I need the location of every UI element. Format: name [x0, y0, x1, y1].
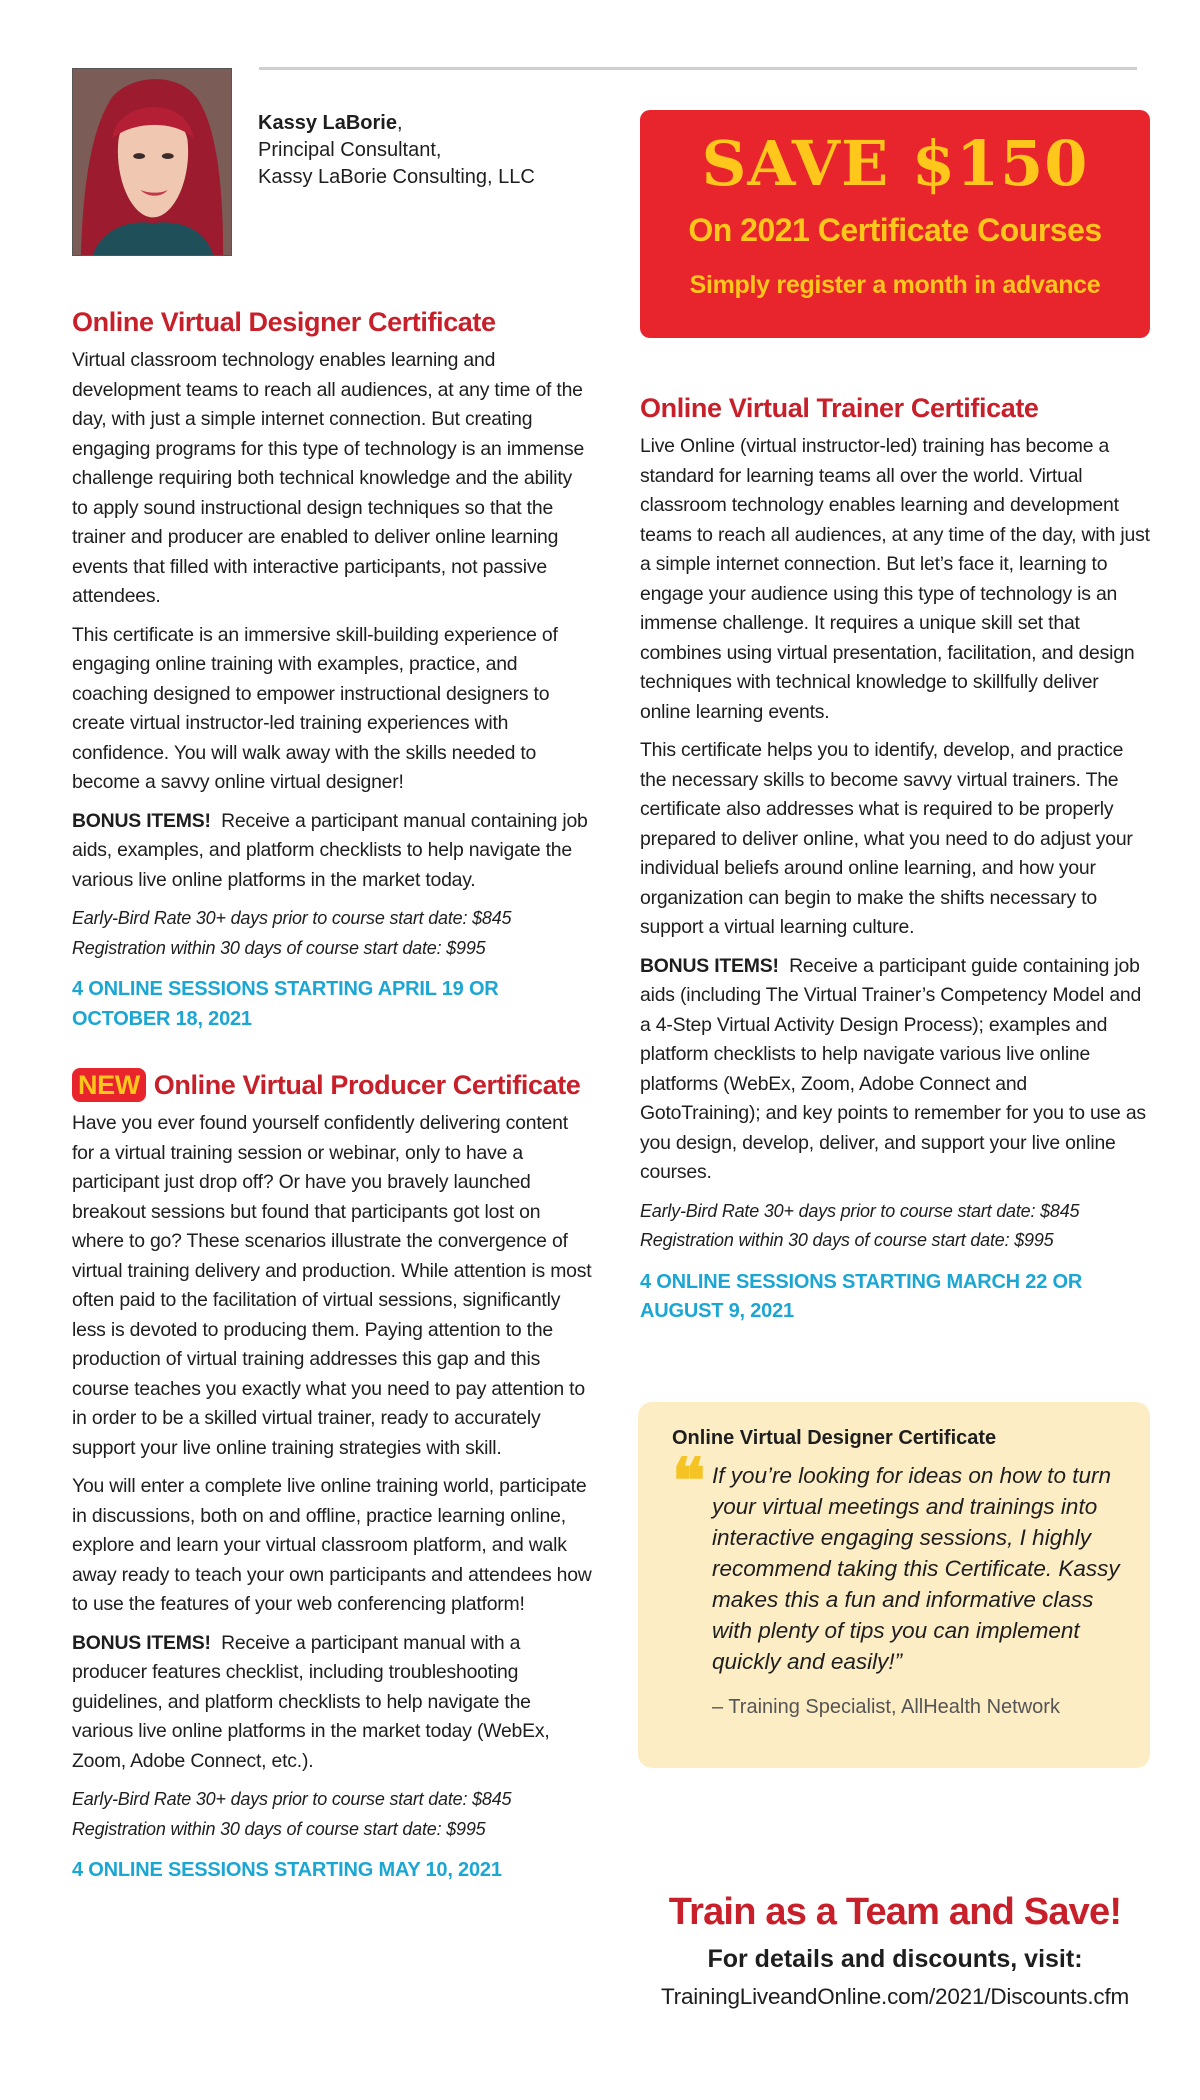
testimonial-quote-block — [672, 1444, 1120, 1721]
right-column — [640, 110, 1150, 1327]
save-subhead: On 2021 Certificate Courses — [688, 212, 1102, 248]
bonus-label: BONUS ITEMS! — [640, 954, 779, 977]
trainer-title: Online Virtual Trainer Certificate — [640, 393, 1039, 423]
save-headline: SAVE $150 — [701, 127, 1089, 200]
instructor-name: Kassy LaBorie — [258, 112, 397, 134]
instructor-role: Principal Consultant, — [258, 139, 442, 161]
instructor-company: Kassy LaBorie Consulting, LLC — [258, 166, 535, 188]
designer-early-bird-rate: Early-Bird Rate 30+ days prior to course start date: $845 — [72, 908, 512, 928]
team-headline: Train as a Team and Save! — [668, 1891, 1122, 1933]
bonus-text: Receive a participant manual containing job aids, examples, and platform checklists to help navigate the various live online platforms in the market today. — [72, 809, 588, 891]
new-badge: NEW — [72, 1068, 146, 1102]
producer-bonus — [72, 1629, 592, 1777]
bonus-text: Receive a participant guide containing job aids (including The Virtual Trainer’s Competency Model and a 4-Step Virtual Activity Design Process); examples and platform checklists to help navigate various live online platforms (WebEx, Zoom, Adobe Connect and GotoTraining); and key points to remember for you to use as you design, develop, deliver, and support your live online courses. — [640, 954, 1146, 1183]
producer-certificate-section — [72, 1067, 592, 1886]
producer-title-text: Online Virtual Producer Certificate — [153, 1070, 581, 1100]
bonus-label: BONUS ITEMS! — [72, 809, 211, 832]
producer-paragraph-1: Have you ever found yourself confidently delivering content for a virtual training session or webinar, only to have a participant just drop off? Or have you bravely launched breakout sessions but found that participants got lost on where to go? These scenarios illustrate the convergence of virtual training delivery and production. While attention is most often paid to the facilitation of virtual sessions, significantly less is devoted to producing them. Paying attention to the production of virtual training addresses this gap and this course teaches you exactly what you need to pay attention to in order to be a skilled virtual trainer, ready to accurately support your live online training strategies with skill. — [72, 1112, 592, 1459]
designer-paragraph-1: Virtual classroom technology enables learning and development teams to reach all audiences, at any time of the day, with just a simple internet connection. But creating engaging programs for this type of technology is an immense challenge requiring both technical knowledge and the ability to apply sound instructional design techniques so that the trainer and producer are enabled to deliver online learning events that filled with interactive participants, not passive attendees. — [72, 349, 585, 607]
producer-registration-rate: Registration within 30 days of course start date: $995 — [72, 1818, 486, 1839]
designer-registration-rate: Registration within 30 days of course start date: $995 — [72, 937, 486, 958]
save-promo-banner — [640, 110, 1150, 338]
designer-title: Online Virtual Designer Certificate — [72, 307, 496, 337]
trainer-bonus — [640, 952, 1150, 1188]
trainer-registration-rate: Registration within 30 days of course start date: $995 — [640, 1230, 1054, 1250]
designer-certificate-section — [72, 304, 592, 1034]
trainer-paragraph-2: This certificate helps you to identify, develop, and practice the necessary skills to become savvy virtual trainers. The certificate also addresses what is required to be properly prepared to deliver online, what you need to do adjust your individual beliefs around online learning, and how your organization can begin to make the shifts necessary to support a virtual learning culture. — [640, 739, 1133, 938]
trainer-early-bird-rate: Early-Bird Rate 30+ days prior to course start date: $845 — [640, 1200, 1080, 1221]
testimonial-title: Online Virtual Designer Certificate — [672, 1427, 997, 1449]
designer-paragraph-2: This certificate is an immersive skill-building experience of engaging online training with examples, practice, and coaching designed to empower instructional designers to create virtual instructor-led training experiences with confidence. You will walk away with the skills needed to become a savvy online virtual designer! — [72, 623, 558, 793]
bonus-label: BONUS ITEMS! — [72, 1631, 211, 1654]
producer-sessions: 4 ONLINE SESSIONS STARTING MAY 10, 2021 — [72, 1859, 502, 1881]
team-subhead: For details and discounts, visit: — [707, 1945, 1083, 1973]
producer-early-bird-rate: Early-Bird Rate 30+ days prior to course start date: $845 — [72, 1789, 512, 1809]
bonus-text: Receive a participant manual with a producer features checklist, including troubleshooting guidelines, and platform checklists to help navigate the various live online platforms in the market today (WebEx, Zoom, Adobe Connect, etc.). — [72, 1631, 550, 1772]
trainer-paragraph-1: Live Online (virtual instructor-led) training has become a standard for learning teams all over the world. Virtual classroom technology enables learning and development teams to reach all audiences, at any time of the day, with just a simple internet connection. But let’s face it, learning to engage your audience using this type of technology is an immense challenge. It requires a unique skill set that combines using virtual presentation, facilitation, and design techniques with technical knowledge to skillfully deliver online learning events. — [640, 435, 1150, 723]
discount-url-link[interactable]: TrainingLiveandOnline.com/2021/Discounts.cfm — [660, 1984, 1130, 2009]
designer-bonus — [72, 807, 592, 896]
save-note: Simply register a month in advance — [689, 271, 1101, 299]
bio-text: Kassy LaBorie, Principal Consultant, Kassy LaBorie Consulting, LLC — [258, 112, 535, 188]
quote-mark-icon: ❝ — [672, 1444, 706, 1517]
producer-title — [72, 1067, 592, 1103]
trainer-sessions: 4 ONLINE SESSIONS STARTING MARCH 22 OR AUGUST 9, 2021 — [640, 1270, 1083, 1322]
designer-sessions: 4 ONLINE SESSIONS STARTING APRIL 19 OR OCTOBER 18, 2021 — [72, 978, 499, 1030]
trainer-certificate-section — [640, 390, 1150, 1327]
testimonial-quote: If you’re looking for ideas on how to turn your virtual meetings and trainings into interactive engaging sessions, I highly recommend taking this Certificate. Kassy makes this a fun and informative class with plenty of tips you can implement quickly and easily!” — [712, 1463, 1120, 1674]
instructor-portrait — [72, 68, 232, 256]
team-discount-section — [640, 1888, 1150, 2016]
testimonial-box — [638, 1402, 1150, 1768]
producer-paragraph-2: You will enter a complete live online training world, participate in discussions, both on and offline, practice learning online, explore and learn your virtual classroom platform, and walk away ready to teach your own participants and attendees how to use the features of your web conferencing platform! — [72, 1475, 592, 1615]
testimonial-attribution: – Training Specialist, AllHealth Network — [712, 1696, 1060, 1718]
instructor-bio — [72, 68, 592, 256]
left-column — [72, 68, 592, 1886]
